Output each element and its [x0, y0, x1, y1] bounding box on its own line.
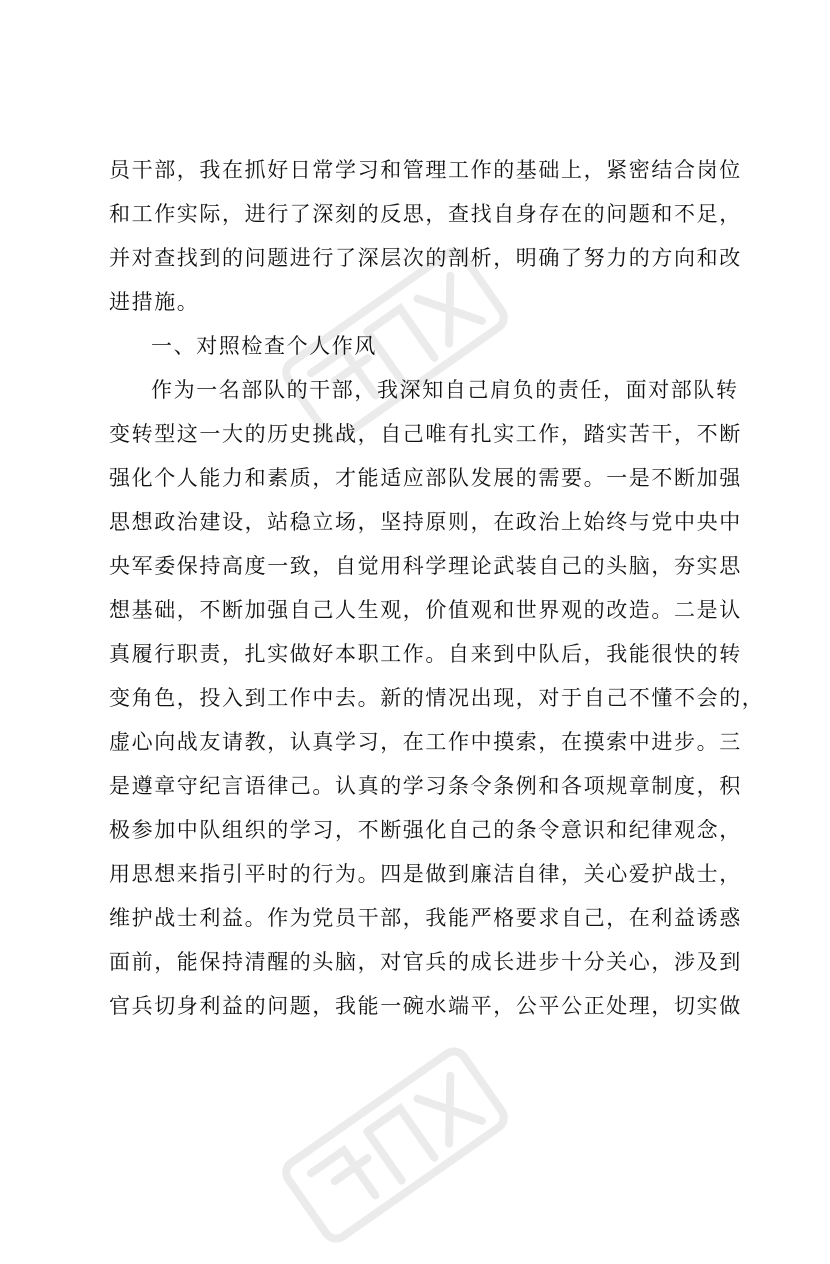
text-line: 维护战士利益。作为党员干部，我能严格要求自己，在利益诱惑	[109, 906, 742, 930]
document-body	[109, 148, 765, 1028]
paragraph-continuation	[109, 148, 741, 324]
text-line: 进措施。	[109, 290, 200, 314]
text-line: 用思想来指引平时的行为。四是做到廉洁自律，关心爱护战士，	[109, 862, 742, 886]
text-line: 虚心向战友请教，认真学习，在工作中摸索，在摸索中进步。三	[109, 730, 742, 754]
text-line: 面前，能保持清醒的头脑，对官兵的成长进步十分关心，涉及到	[109, 950, 742, 974]
text-line: 真履行职责，扎实做好本职工作。自来到中队后，我能很快的转	[109, 642, 742, 666]
text-line: 员干部，我在抓好日常学习和管理工作的基础上，紧密结合岗位	[109, 158, 742, 182]
text-line: 想基础，不断加强自己人生观，价值观和世界观的改造。二是认	[109, 598, 742, 622]
text-line: 思想政治建设，站稳立场，坚持原则，在政治上始终与党中央中	[109, 510, 742, 534]
text-line: 央军委保持高度一致，自觉用科学理论武装自己的头脑，夯实思	[109, 554, 742, 578]
text-line: 变转型这一大的历史挑战，自己唯有扎实工作，踏实苦干，不断	[109, 422, 742, 446]
text-line: 和工作实际，进行了深刻的反思，查找自身存在的问题和不足，	[109, 202, 742, 226]
paragraph-personal-style	[109, 368, 765, 1028]
text-line: 官兵切身利益的问题，我能一碗水端平，公平公正处理，切实做	[109, 994, 742, 1018]
section-heading: 一、对照检查个人作风	[151, 334, 377, 358]
text-line: 并对查找到的问题进行了深层次的剖析，明确了努力的方向和改	[109, 246, 742, 270]
text-line: 极参加中队组织的学习，不断强化自己的条令意识和纪律观念，	[109, 818, 742, 842]
text-line: 强化个人能力和素质，才能适应部队发展的需要。一是不断加强	[109, 466, 742, 490]
text-line: 是遵章守纪言语律己。认真的学习条令条例和各项规章制度，积	[109, 774, 742, 798]
text-line: 作为一名部队的干部，我深知自己肩负的责任，面对部队转	[151, 378, 739, 402]
watermark-logo	[264, 1026, 527, 1264]
text-line: 变角色，投入到工作中去。新的情况出现，对于自己不懂不会的，	[109, 686, 765, 710]
